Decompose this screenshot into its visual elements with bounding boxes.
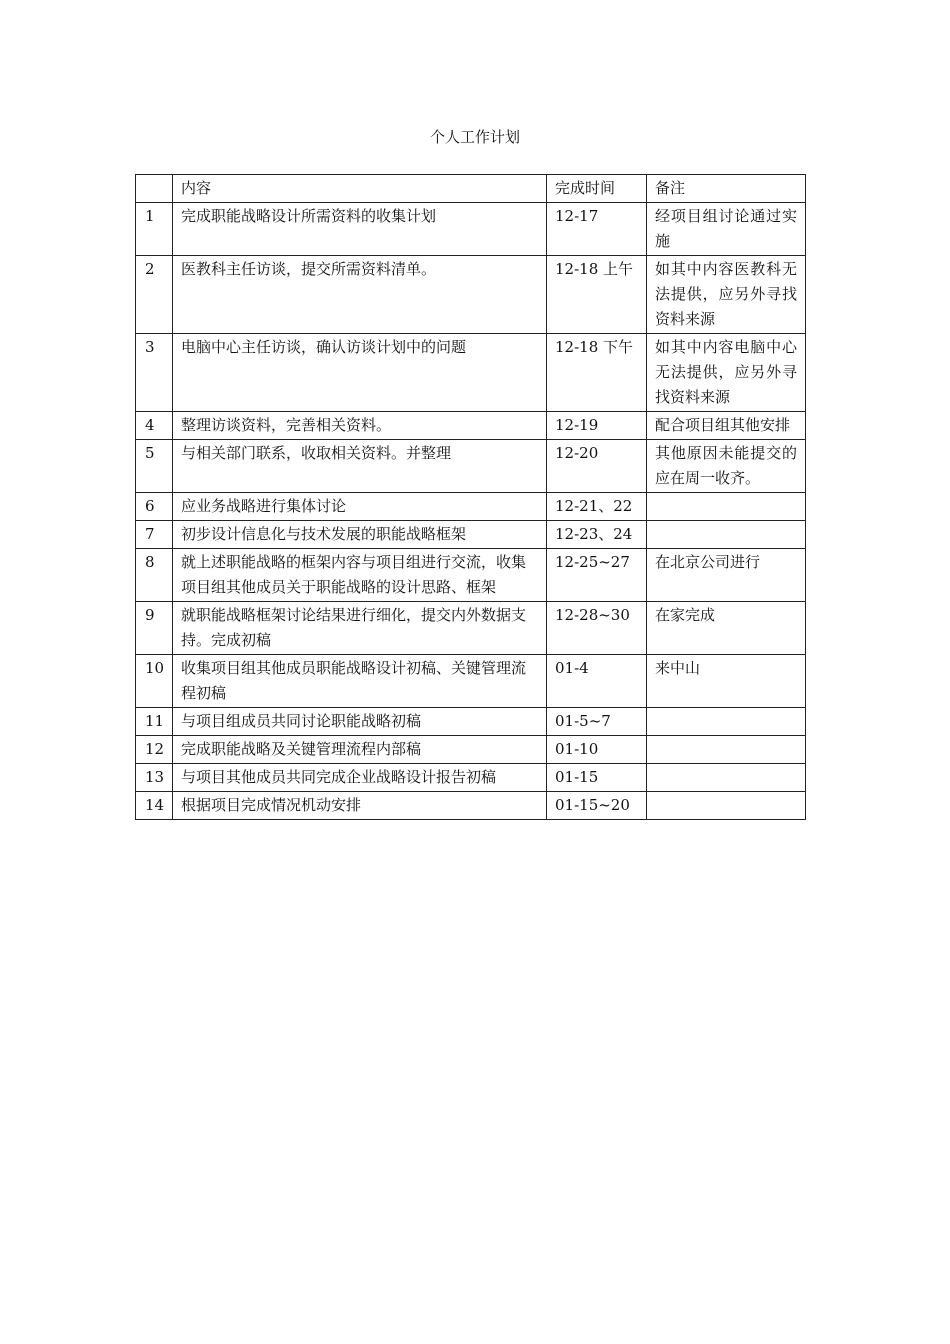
table-row: [136, 764, 806, 792]
row-time: 12-18 下午: [547, 334, 647, 412]
row-content: 完成职能战略及关键管理流程内部稿: [173, 736, 547, 764]
row-note: 如其中内容电脑中心无法提供，应另外寻找资料来源: [647, 334, 806, 412]
row-time: 12-20: [547, 440, 647, 493]
table-row: [136, 736, 806, 764]
row-time: 12-25~27: [547, 549, 647, 602]
table-row: [136, 256, 806, 334]
row-time: 12-28~30: [547, 602, 647, 655]
row-time: 12-21、22: [547, 493, 647, 521]
row-content: 电脑中心主任访谈，确认访谈计划中的问题: [173, 334, 547, 412]
table-row: [136, 792, 806, 820]
table-row: [136, 549, 806, 602]
table-row: [136, 708, 806, 736]
row-content: 与相关部门联系，收取相关资料。并整理: [173, 440, 547, 493]
row-time: 01-15: [547, 764, 647, 792]
row-number: 7: [136, 521, 173, 549]
table-row: [136, 493, 806, 521]
table-row: [136, 440, 806, 493]
row-number: 8: [136, 549, 173, 602]
work-plan-table: [135, 174, 806, 820]
row-number: 5: [136, 440, 173, 493]
row-content: 应业务战略进行集体讨论: [173, 493, 547, 521]
row-note: 来中山: [647, 655, 806, 708]
header-time: 完成时间: [547, 175, 647, 203]
row-note: 如其中内容医教科无法提供，应另外寻找资料来源: [647, 256, 806, 334]
table-row: [136, 203, 806, 256]
row-content: 就上述职能战略的框架内容与项目组进行交流，收集项目组其他成员关于职能战略的设计思路、框架: [173, 549, 547, 602]
row-number: 4: [136, 412, 173, 440]
row-time: 12-17: [547, 203, 647, 256]
row-content: 就职能战略框架讨论结果进行细化，提交内外数据支持。完成初稿: [173, 602, 547, 655]
row-note: [647, 708, 806, 736]
page-title: 个人工作计划: [429, 128, 520, 146]
row-time: 01-4: [547, 655, 647, 708]
row-number: 6: [136, 493, 173, 521]
row-time: 01-15~20: [547, 792, 647, 820]
row-note: [647, 764, 806, 792]
row-content: 与项目组成员共同讨论职能战略初稿: [173, 708, 547, 736]
table-header-row: [136, 175, 806, 203]
row-content: 收集项目组其他成员职能战略设计初稿、关键管理流程初稿: [173, 655, 547, 708]
table-row: [136, 334, 806, 412]
row-number: 1: [136, 203, 173, 256]
header-number: [136, 175, 173, 203]
header-content: 内容: [173, 175, 547, 203]
row-time: 12-19: [547, 412, 647, 440]
row-note: [647, 792, 806, 820]
row-note: 经项目组讨论通过实施: [647, 203, 806, 256]
header-note: 备注: [647, 175, 806, 203]
row-time: 12-23、24: [547, 521, 647, 549]
row-note: [647, 493, 806, 521]
row-number: 14: [136, 792, 173, 820]
row-note: 其他原因未能提交的应在周一收齐。: [647, 440, 806, 493]
row-note: 在家完成: [647, 602, 806, 655]
row-number: 2: [136, 256, 173, 334]
table-row: [136, 602, 806, 655]
table-row: [136, 412, 806, 440]
row-number: 13: [136, 764, 173, 792]
row-time: 01-10: [547, 736, 647, 764]
row-time: 12-18 上午: [547, 256, 647, 334]
row-number: 3: [136, 334, 173, 412]
row-content: 与项目其他成员共同完成企业战略设计报告初稿: [173, 764, 547, 792]
row-time: 01-5~7: [547, 708, 647, 736]
row-note: 在北京公司进行: [647, 549, 806, 602]
table-row: [136, 655, 806, 708]
row-note: 配合项目组其他安排: [647, 412, 806, 440]
table-row: [136, 521, 806, 549]
row-content: 医教科主任访谈，提交所需资料清单。: [173, 256, 547, 334]
row-number: 11: [136, 708, 173, 736]
row-content: 整理访谈资料，完善相关资料。: [173, 412, 547, 440]
row-note: [647, 521, 806, 549]
row-content: 完成职能战略设计所需资料的收集计划: [173, 203, 547, 256]
row-content: 根据项目完成情况机动安排: [173, 792, 547, 820]
row-number: 9: [136, 602, 173, 655]
row-number: 12: [136, 736, 173, 764]
row-number: 10: [136, 655, 173, 708]
row-note: [647, 736, 806, 764]
row-content: 初步设计信息化与技术发展的职能战略框架: [173, 521, 547, 549]
